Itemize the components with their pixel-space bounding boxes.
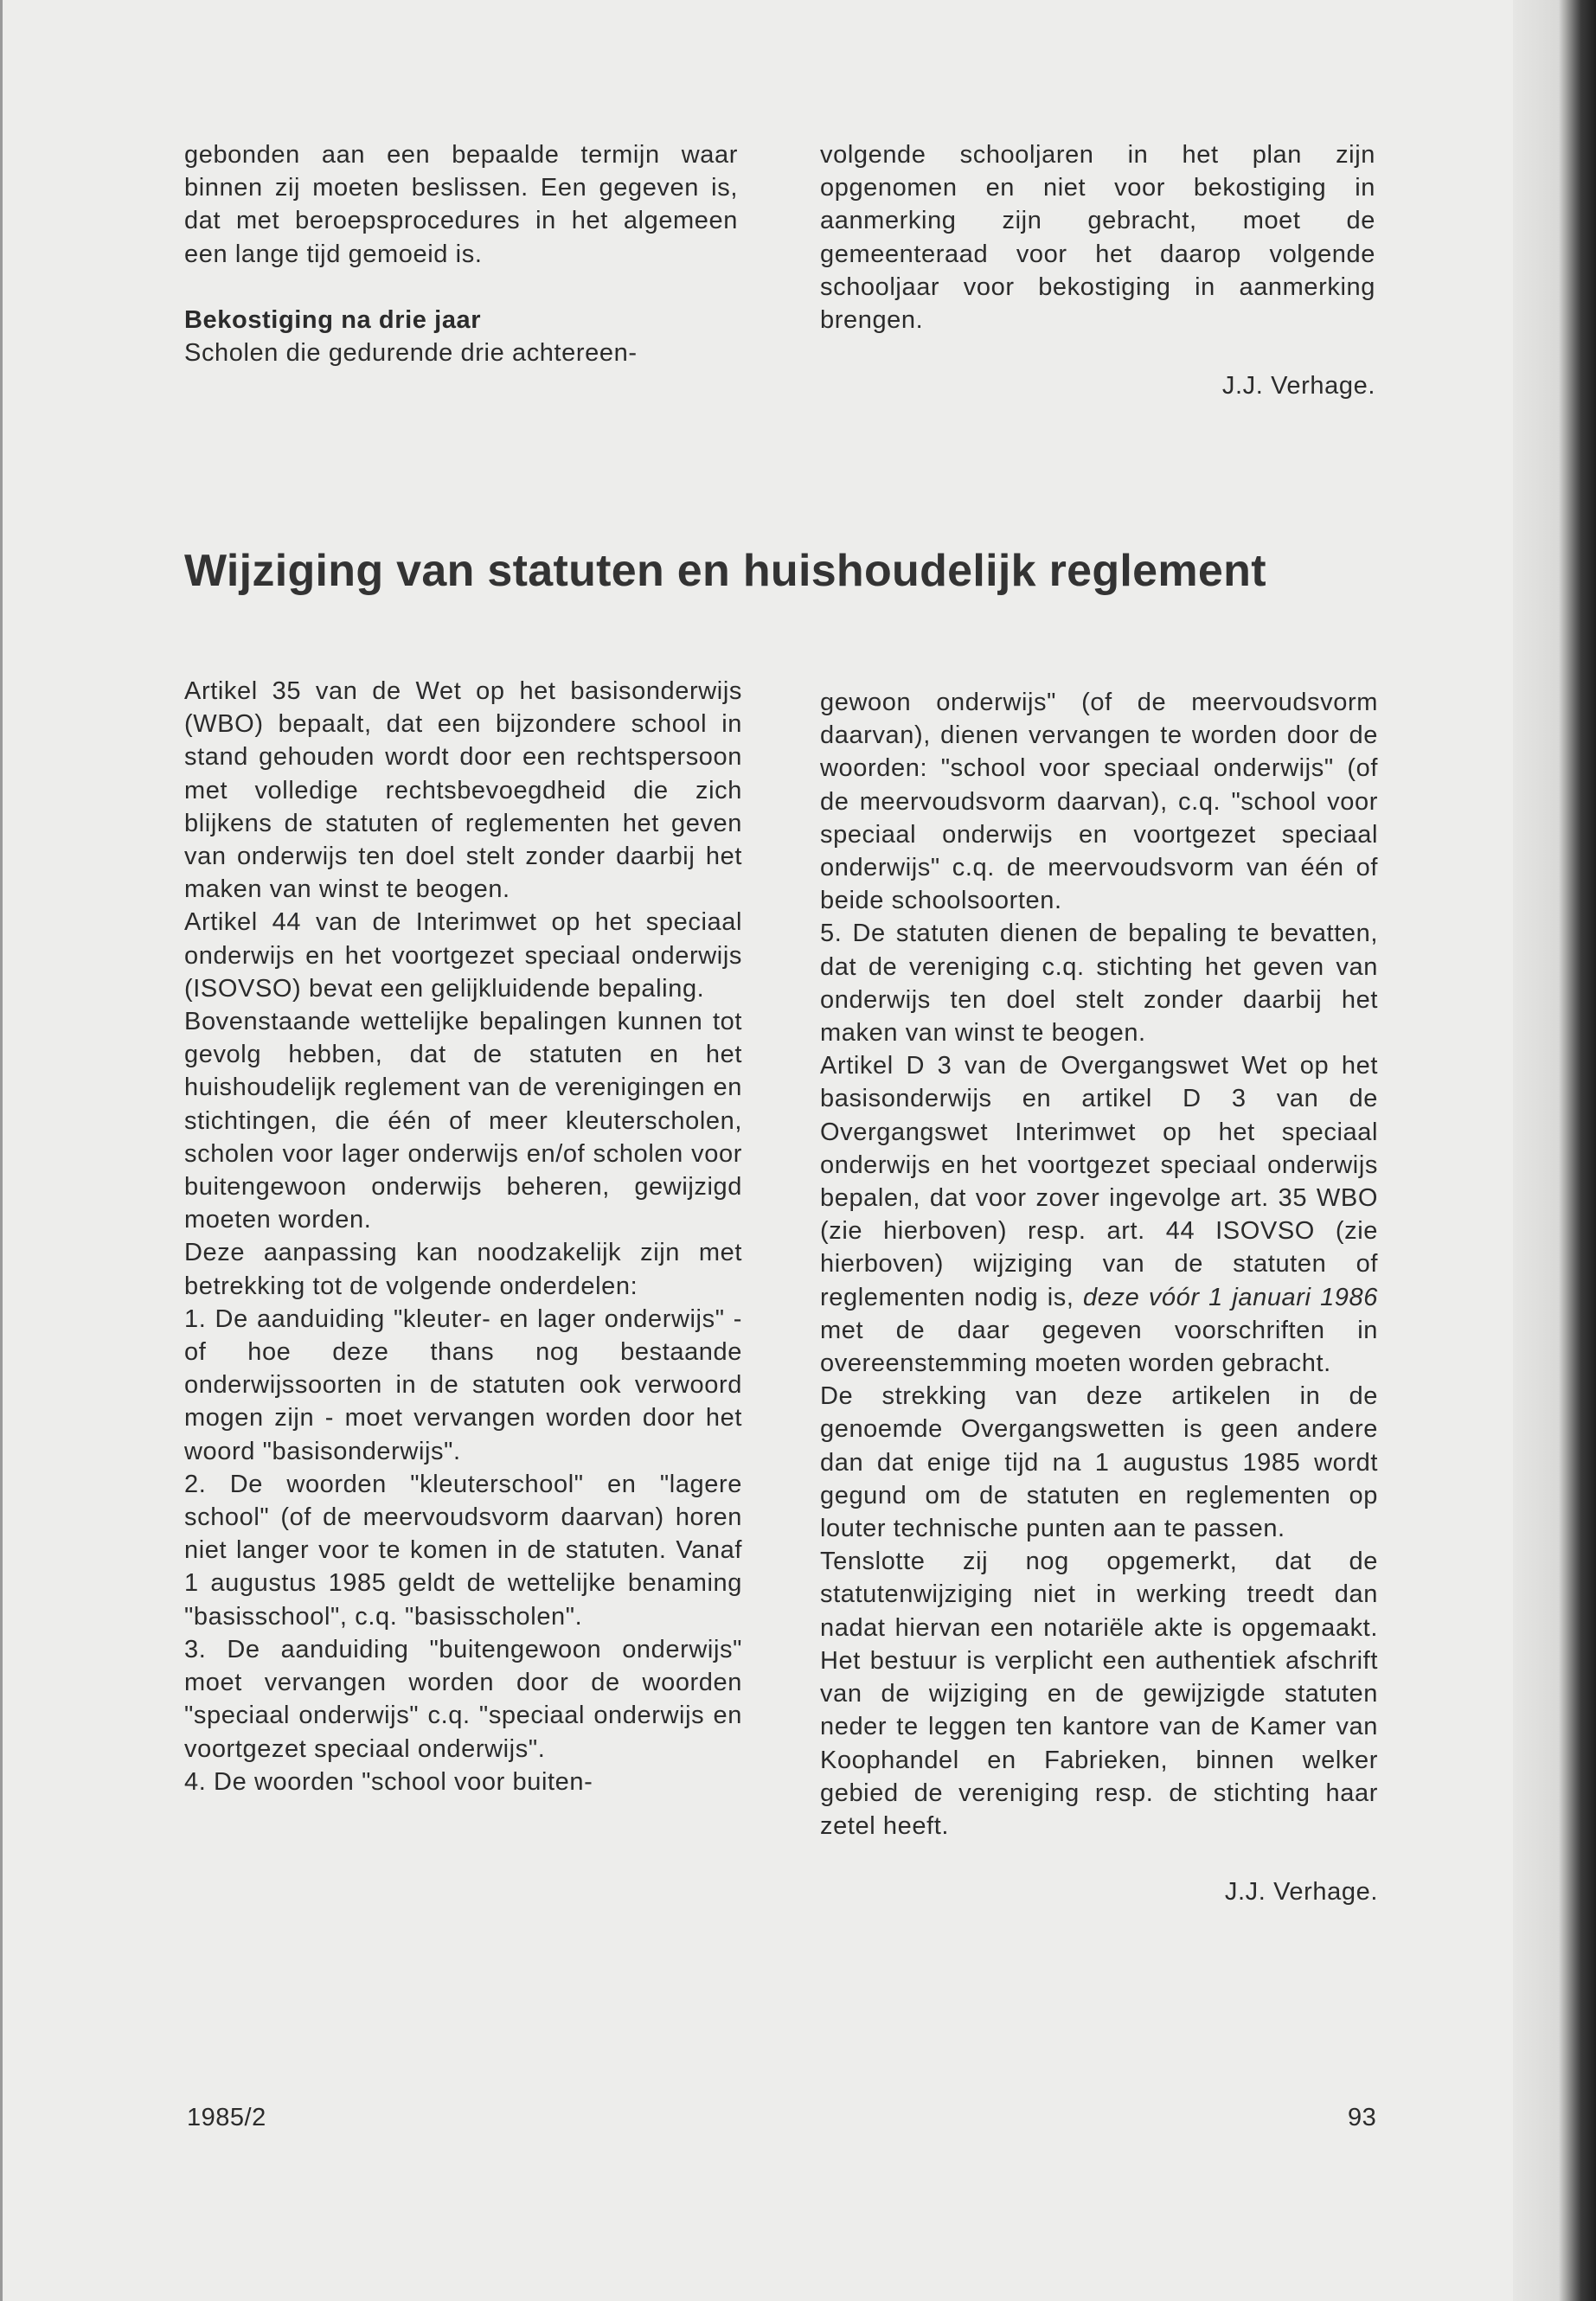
article-left-column — [184, 675, 742, 1798]
text-run: met de daar gegeven voorschriften in overeenstemming moeten worden gebracht. — [820, 1316, 1378, 1378]
paragraph: volgende schooljaren in het plan zijn opgenomen en niet voor bekostiging in aanmerking zijn gebracht, moet de gemeenteraad voor het daarop volgende schooljaar voor bekostiging in aanmerking brengen. — [820, 141, 1375, 335]
article-right-column — [820, 686, 1378, 1908]
section-heading: Bekostiging na drie jaar — [184, 305, 482, 334]
paragraph: Artikel 35 van de Wet op het basisonderwijs (WBO) bepaalt, dat een bijzondere school in stand gehouden wordt door een rechtspersoon met volledige rechtsbevoegdheid die zich blijkens de statuten of reglementen het geven van onderwijs ten doel stelt zonder daarbij het maken van winst te beogen. — [184, 677, 742, 904]
top-left-column — [184, 138, 738, 369]
list-item: 3. De aanduiding "buitengewoon onderwijs" moet vervangen worden door de woorden "speciaal onderwijs" c.q. "speciaal onderwijs en voortgezet speciaal onderwijs". — [184, 1635, 742, 1763]
paragraph: Bovenstaande wettelijke bepalingen kunnen tot gevolg hebben, dat de statuten en het huishoudelijk reglement van de verenigingen en stichtingen, die één of meer kleuterscholen, scholen voor lager onderwijs en/of scholen voor buitengewoon onderwijs beheren, gewijzigd moeten worden. — [184, 1008, 742, 1234]
list-item: 2. De woorden "kleuterschool" en "lagere school" (of de meervoudsvorm daarvan) horen niet langer voor te komen in de statuten. Vanaf 1 augustus 1985 geldt de wettelijke benaming "basisschool", c.q. "basisscholen". — [184, 1470, 742, 1631]
list-item: 4. De woorden "school voor buiten- — [184, 1767, 593, 1796]
paragraph: Artikel 44 van de Interimwet op het speciaal onderwijs en het voortgezet speciaal onderwijs (ISOVSO) bevat een gelijkluidende bepaling. — [184, 908, 742, 1003]
article-title: Wijziging van statuten en huishoudelijk reglement — [184, 546, 1266, 596]
paragraph: Scholen die gedurende drie achtereen- — [184, 339, 638, 368]
list-item: 5. De statuten dienen de bepaling te bevatten, dat de vereniging c.q. stichting het geven van onderwijs ten doel stelt zonder daarbij het maken van winst te beogen. — [820, 920, 1378, 1048]
paragraph — [820, 1049, 1378, 1380]
emphasized-date: deze vóór 1 januari 1986 — [1083, 1283, 1378, 1311]
paragraph: gebonden aan een bepaalde termijn waar binnen zij moeten beslissen. Een gegeven is, dat met beroepsprocedures in het algemeen een lange tijd gemoeid is. — [184, 141, 738, 268]
issue-number: 1985/2 — [187, 2104, 266, 2131]
paragraph: Tenslotte zij nog opgemerkt, dat de statutenwijziging niet in werking treedt dan nadat hiervan een notariële akte is opgemaakt. Het bestuur is verplicht een authentiek afschrift van de wijziging en de gewijzigde statuten neder te leggen ten kantore van de Kamer van Koophandel en Fabrieken, binnen welker gebied de vereniging resp. de stichting haar zetel heeft. — [820, 1548, 1378, 1840]
author-signature: J.J. Verhage. — [1224, 1878, 1378, 1907]
paragraph: Deze aanpassing kan noodzakelijk zijn met betrekking tot de volgende onderdelen: — [184, 1239, 742, 1300]
paragraph: De strekking van deze artikelen in de genoemde Overgangswetten is geen andere dan dat enige tijd na 1 augustus 1985 wordt gegund om de statuten en reglementen op louter technische punten aan te passen. — [820, 1382, 1378, 1543]
text-run: Artikel D 3 van de Overgangswet Wet op het basisonderwijs en artikel D 3 van de Overgangswet Interimwet op het speciaal onderwijs en het voortgezet speciaal onderwijs bepalen, dat voor zover ingevolge art. 35 WBO (zie hierboven) resp. art. 44 ISOVSO (zie hierboven) wijziging van de statuten of reglementen nodig is, — [820, 1052, 1378, 1311]
author-signature: J.J. Verhage. — [1221, 372, 1375, 401]
top-right-column — [820, 138, 1375, 402]
paragraph: gewoon onderwijs" (of de meervoudsvorm daarvan), dienen vervangen te worden door de woorden: "school voor speciaal onderwijs" (of de meervoudsvorm daarvan), c.q. "school voor speciaal onderwijs en voortgezet speciaal onderwijs" c.q. de meervoudsvorm van één of beide schoolsoorten. — [820, 689, 1378, 915]
list-item: 1. De aanduiding "kleuter- en lager onderwijs" - of hoe deze thans nog bestaande onderwijssoorten in de statuten ook verwoord mogen zijn - moet vervangen worden door het woord "basisonderwijs". — [184, 1304, 742, 1465]
page-number: 93 — [1348, 2104, 1377, 2131]
